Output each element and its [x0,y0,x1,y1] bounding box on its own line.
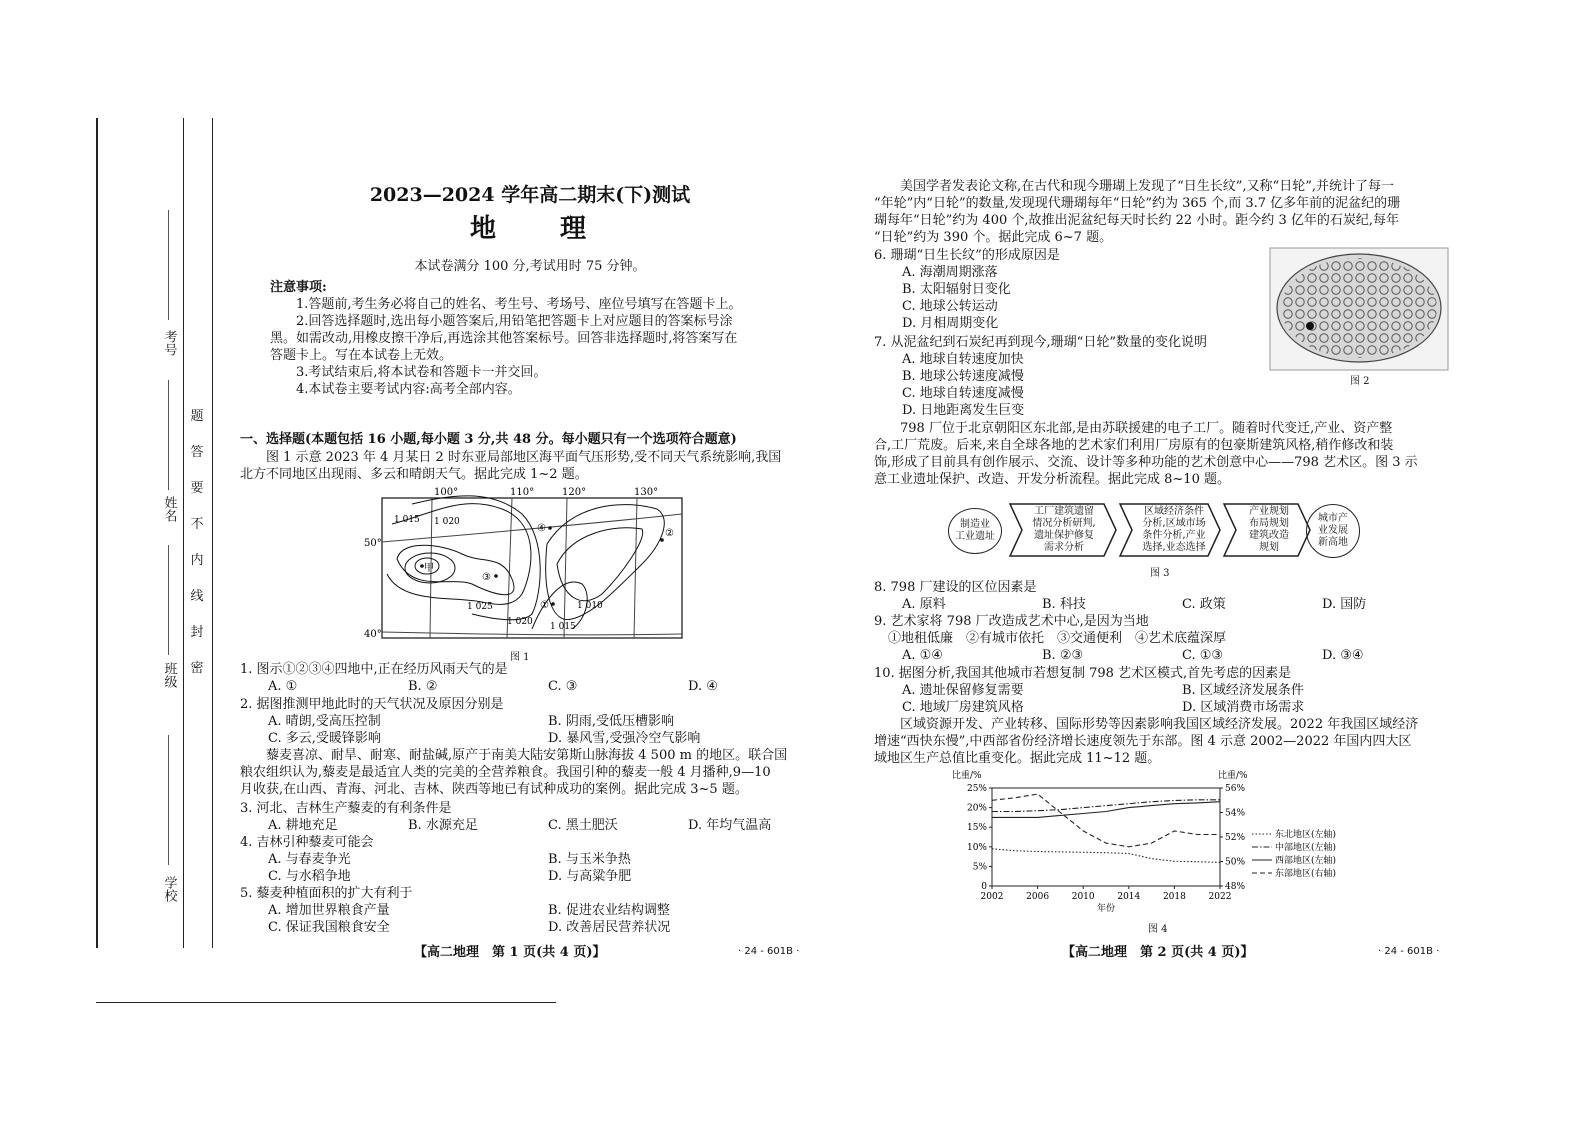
legend-label-2: 西部地区(左轴) [1275,856,1337,866]
seal-char: 答 [190,445,204,460]
series-line-3 [992,794,1220,847]
plot-frame [992,788,1220,886]
q6-option-c[interactable]: C. 地球公转运动 [902,299,998,314]
exam-no-blank [168,210,169,320]
lon-label: 110° [510,487,535,498]
point-4: ④ [537,523,546,534]
series-line-1 [992,800,1220,812]
point-2: ② [665,528,674,539]
seal-char: 密 [190,661,204,676]
x-tick-label: 2002 [980,892,1004,902]
x-tick-label: 2014 [1117,892,1141,902]
q9-option-b[interactable]: B. ②③ [1042,648,1084,663]
question-10: 10. 据图分析,我国其他城市若想复制 798 艺术区模式,首先考虑的因素是 A. 遗址保留修复需要 B. 区域经济发展条件 C. 地域厂房建筑风格 D. 区域消费市场需求 [874,666,1305,715]
binding-line-outer [96,118,98,948]
q1-option-c[interactable]: C. ③ [548,679,578,694]
q3-option-a[interactable]: A. 耕地充足 [268,818,338,833]
isobar-label: 1 025 [467,602,493,612]
question-1: 1. 图示①②③④四地中,正在经历风雨天气的是 A. ① B. ② C. ③ D. ④ [240,662,718,694]
y-right-tick-label: 52% [1225,833,1246,843]
seal-char: 封 [190,625,204,640]
exam-title: 2023—2024 学年高二期末(下)测试 [369,184,691,206]
q9-option-c[interactable]: C. ①③ [1182,648,1224,663]
y-left-tick-label: 0 [981,882,987,892]
intro-2: 藜麦喜凉、耐旱、耐寒、耐盐碱,原产于南美大陆安第斯山脉海拔 4 500 m 的地区。联合国 粮农组织认为,藜麦是最适宜人类的完美的全营养粮食。我国引种的藜麦一般 4 月播种,9—10 月收获,在山西、青海、河北、吉林、陕西等地已有试种成功的案例。据此完成 3~5 题。 [240,748,788,797]
q10-option-b[interactable]: B. 区域经济发展条件 [1182,683,1304,698]
seal-char: 要 [190,481,204,496]
series-line-0 [992,849,1220,863]
q9-items: ①地租低廉 ②有城市依托 ③交通便利 ④艺术底蕴深厚 [888,631,1227,646]
q3-option-c[interactable]: C. 黑土肥沃 [548,818,618,833]
legend-label-0: 东北地区(左轴) [1275,830,1337,840]
y-right-tick-label: 50% [1225,857,1246,868]
figure3-caption: 图 3 [1150,568,1170,579]
q6-option-a[interactable]: A. 海潮周期涨落 [902,265,998,280]
flow-step-3: 产业规划 布局规划 建筑改造 规划 [1249,506,1289,553]
isobar [397,545,514,594]
question-7: 7. 从泥盆纪到石炭纪再到现今,珊瑚“日轮”数量的变化说明 A. 地球自转速度加快 B. 地球公转速度减慢 C. 地球自转速度减慢 D. 日地距离发生巨变 [874,334,1264,419]
series-line-2 [992,802,1220,818]
x-axis-title: 年份 [1096,904,1116,914]
footer-page1: 【高二地理 第 1 页(共 4 页)】 [414,945,606,960]
label-name: 姓名 [161,496,177,522]
footer-code-2: · 24 - 601B · [1378,946,1440,957]
y-right-tick-label: 56% [1225,784,1246,794]
subject-title: 地 理 [469,214,590,244]
binding-line-inner [212,118,213,948]
question-6: 6. 珊瑚“日生长纹”的形成原因是 A. 海潮周期涨落 B. 太阳辐射日变化 C. 地球公转运动 D. 月相周期变化 [874,247,1254,332]
figure4-caption: 图 4 [1148,924,1168,935]
isobar-label: 1 015 [394,515,420,525]
figure3-flowchart [948,500,1358,560]
question-2: 2. 据图推测甲地此时的天气状况及原因分别是 A. 晴朗,受高压控制 B. 阴雨,受低压槽影响 C. 多云,受暖锋影响 D. 暴风雪,受强冷空气影响 [240,697,701,746]
meridian [564,498,567,638]
q7-option-c[interactable]: C. 地球自转速度减慢 [902,386,1024,401]
q2-option-b[interactable]: B. 阴雨,受低压槽影响 [548,714,674,729]
seal-line-text [188,405,206,693]
q7-option-b[interactable]: B. 地球公转速度减慢 [902,369,1024,384]
footer-page2: 【高二地理 第 2 页(共 4 页)】 [1062,945,1254,960]
right-axis-title: 比重/% [1218,771,1248,781]
q9-option-a[interactable]: A. ①④ [902,648,943,663]
notice-list [270,296,810,398]
isobar [557,528,643,601]
flow-step-1: 工厂建筑遗留 情况分析研判, 遗址保护修复 需求分析 [1032,506,1096,553]
x-tick-label: 2010 [1071,892,1095,902]
q8-option-c[interactable]: C. 政策 [1182,597,1226,612]
isobar-label: 1 010 [577,601,603,611]
label-class: 班级 [161,662,177,688]
flow-start: 制造业 工业遗址 [948,508,1002,554]
figure1-caption: 图 1 [510,652,530,663]
lat-label: 50° [364,538,382,549]
q6-option-d[interactable]: D. 月相周期变化 [902,316,999,331]
notice-line: 2.回答选择题时,选出每小题答案后,用铅笔把答题卡上对应题目的答案标号涂 [296,314,733,329]
notice-line: 3.考试结束后,将本试卷和答题卡一并交回。 [296,365,547,380]
label-exam-no: 考号 [161,330,177,356]
question-3: 3. 河北、吉林生产藜麦的有利条件是 A. 耕地充足 B. 水源充足 C. 黑土肥沃 D. 年均气温高 [240,801,772,833]
notice-title: 注意事项: [270,280,327,295]
q9-option-d[interactable]: D. ③④ [1322,648,1364,663]
q4-option-c[interactable]: C. 与水稻争地 [268,869,351,884]
legend-label-1: 中部地区(左轴) [1275,843,1337,853]
figure4-line-chart [950,766,1350,926]
seal-char: 内 [190,553,204,568]
notice-line: 4.本试卷主要考试内容:高考全部内容。 [296,382,521,397]
lon-label: 100° [434,487,459,498]
school-blank [168,735,169,865]
question-5: 5. 藜麦种植面积的扩大有利于 A. 增加世界粮食产量 B. 促进农业结构调整 C. 保证我国粮食安全 D. 改善居民营养状况 [240,886,671,935]
intro-3: 美国学者发表论文称,在古代和现今珊瑚上发现了“日生长纹”,又称“日轮”,并统计了每一 “年轮”内“日轮”的数量,发现现代珊瑚每年“日轮”约为 365 个,而 3.7 亿多年前的泥盆纪的珊 瑚每年“日轮”约为 400 个,故推出泥盆纪每天时长约 22 小时。距今约 3 亿年的石炭纪,每年 “日轮”约为 390 个。据此完成 6~7 题。 [874,179,1401,245]
y-right-tick-label: 48% [1225,882,1246,892]
left-axis-title: 比重/% [952,771,982,781]
flow-step-2: 区域经济条件 分析,区域市场 条件分析,产业 选择,业态选择 [1142,506,1206,553]
label-school: 学校 [161,876,177,902]
q3-option-d[interactable]: D. 年均气温高 [688,818,772,833]
q2-option-a[interactable]: A. 晴朗,受高压控制 [268,714,381,729]
legend-label-3: 东部地区(右轴) [1275,869,1337,879]
q10-option-c[interactable]: C. 地域厂房建筑风格 [902,700,1024,715]
q1-option-b[interactable]: B. ② [408,679,438,694]
y-left-tick-label: 20% [966,803,987,814]
y-left-tick-label: 25% [966,784,987,794]
lon-label: 120° [562,487,587,498]
y-left-tick-label: 10% [966,842,987,853]
q10-option-a[interactable]: A. 遗址保留修复需要 [902,683,1024,698]
parallel [382,632,682,635]
q10-option-d[interactable]: D. 区域消费市场需求 [1182,700,1305,715]
y-right-tick-label: 54% [1225,808,1246,819]
notice-line: 答题卡上。写在本试卷上无效。 [270,348,453,363]
x-tick-label: 2018 [1162,892,1186,902]
q2-option-c[interactable]: C. 多云,受暖锋影响 [268,731,381,746]
q5-option-d[interactable]: D. 改善居民营养状况 [548,920,671,935]
q5-option-c[interactable]: C. 保证我国粮食安全 [268,920,390,935]
q5-option-b[interactable]: B. 促进农业结构调整 [548,903,670,918]
seal-char: 不 [190,517,204,532]
q1-option-a[interactable]: A. ① [268,679,298,694]
class-blank [168,545,169,655]
q4-option-a[interactable]: A. 与春麦争光 [268,852,351,867]
x-tick-label: 2006 [1026,892,1050,902]
question-9: 9. 艺术家将 798 厂改造成艺术中心,是因为当地 ①地租低廉 ②有城市依托 ③交通便利 ④艺术底蕴深厚 A. ①④ B. ②③ C. ①③ D. ③④ [874,613,1394,664]
seal-char: 题 [190,409,204,424]
q4-option-b[interactable]: B. 与玉米争热 [548,852,631,867]
y-left-tick-label: 5% [972,862,987,873]
bottom-rule [96,1002,556,1003]
q2-option-d[interactable]: D. 暴风雪,受强冷空气影响 [548,731,701,746]
intro-4: 798 厂位于北京朝阳区东北部,是由苏联援建的电子工厂。随着时代变迁,产业、资产整 合,工厂荒废。后来,来自全球各地的艺术家们利用厂房原有的包豪斯建筑风格,稍作修改和装 饰,形成了目前具有创作展示、交流、设计等多种功能的艺术创意中心——798 艺术区。图 3 示 意工业遗址保护、改造、开发分析流程。据此完成 8~10 题。 [874,421,1418,487]
x-tick-label: 2022 [1208,892,1232,902]
seal-char: 线 [190,589,204,604]
binding-line-middle [183,118,184,948]
q6-option-b[interactable]: B. 太阳辐射日变化 [902,282,1011,297]
name-blank [168,380,169,490]
q5-option-a[interactable]: A. 增加世界粮食产量 [268,903,390,918]
isobar-label: 1 020 [507,617,533,627]
notice-line: 黑。如需改动,用橡皮擦干净后,再选涂其他答案标号。回答非选择题时,将答案写在 [270,331,738,346]
q3-option-b[interactable]: B. 水源充足 [408,818,478,833]
q1-option-d[interactable]: D. ④ [688,679,718,694]
q8-option-d[interactable]: D. 国防 [1322,597,1367,612]
q8-option-a[interactable]: A. 原料 [902,597,946,612]
q7-option-a[interactable]: A. 地球自转速度加快 [902,352,1024,367]
flow-end: 城市产 业发展 新高地 [1306,504,1360,558]
q4-option-d[interactable]: D. 与高粱争肥 [548,869,632,884]
intro-1: 图 1 示意 2023 年 4 月某日 2 时东亚局部地区海平面气压形势,受不同天气系统影响,我国 北方不同地区出现雨、多云和晴朗天气。据此完成 1~2 题。 [240,450,782,482]
footer-code-1: · 24 - 601B · [738,946,800,957]
lon-label: 130° [634,487,659,498]
figure2-coral-photo [1270,248,1448,376]
q7-option-d[interactable]: D. 日地距离发生巨变 [902,403,1025,418]
point-3: ③ [482,572,491,583]
y-left-tick-label: 15% [966,823,987,834]
figure1-isobar-map [364,484,688,656]
question-4: 4. 吉林引种藜麦可能会 A. 与春麦争光 B. 与玉米争热 C. 与水稻争地 D. 与高粱争肥 [240,835,632,884]
lat-label: 40° [364,629,382,640]
exam-info: 本试卷满分 100 分,考试用时 75 分钟。 [414,259,646,274]
intro-5: 区域资源开发、产业转移、国际形势等因素影响我国区域经济发展。2022 年我国区域经济 增速“西快东慢”,中西部省份经济增长速度领先于东部。图 4 示意 2002—2022 年国内四大区 域地区生产总值比重变化。据此完成 11~12 题。 [874,717,1419,766]
point-jia: 甲 [424,563,434,574]
isobar-label: 1 015 [550,622,576,632]
q8-option-b[interactable]: B. 科技 [1042,597,1086,612]
isobar-label: 1 020 [434,517,460,527]
question-8: 8. 798 厂建设的区位因素是 A. 原料 B. 科技 C. 政策 D. 国防 [874,580,1367,612]
figure2-caption: 图 2 [1350,376,1370,387]
section-title: 一、选择题(本题包括 16 小题,每小题 3 分,共 48 分。每小题只有一个选项符合题意) [240,432,737,447]
notice-line: 1.答题前,考生务必将自己的姓名、考生号、考场号、座位号填写在答题卡上。 [296,297,742,312]
point-1: ① [540,600,549,611]
